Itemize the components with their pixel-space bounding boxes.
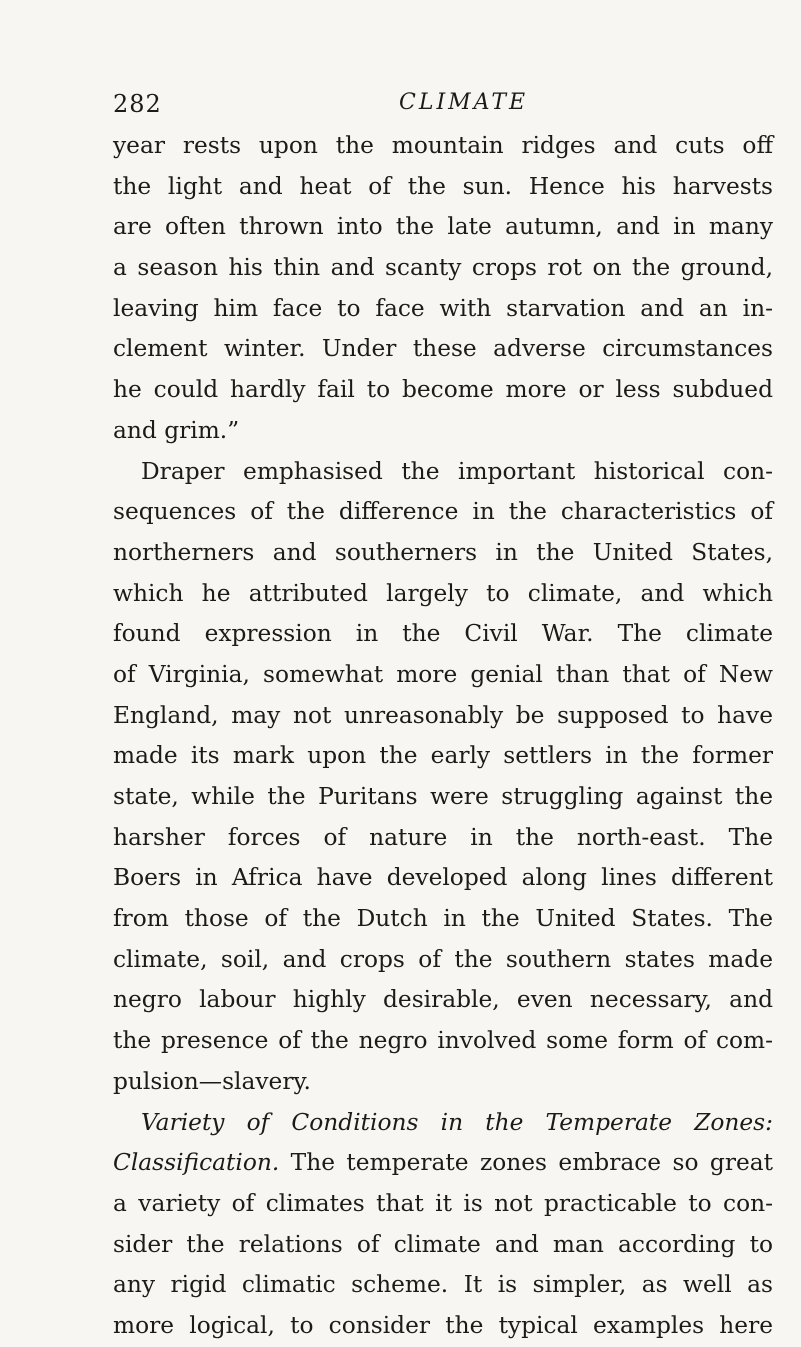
section-heading-continuation bbox=[113, 1143, 773, 1184]
text-line: sequences of the difference in the characteristics of bbox=[113, 498, 773, 526]
text-line: of Virginia, somewhat more genial than that of New bbox=[113, 660, 773, 688]
text-line: are often thrown into the late autumn, and in many bbox=[113, 213, 773, 241]
text-line: more logical, to consider the typical examples here bbox=[113, 1311, 773, 1339]
text-line: sider the relations of climate and man according to bbox=[113, 1230, 773, 1258]
page-number: 282 bbox=[113, 90, 162, 118]
text-line: from those of the Dutch in the United States. The bbox=[113, 905, 773, 933]
text-line: and grim.” bbox=[113, 416, 240, 444]
text-line: clement winter. Under these adverse circumstances bbox=[113, 335, 773, 363]
text-line: made its mark upon the early settlers in the former bbox=[113, 742, 773, 770]
text-line: a variety of climates that it is not practicable to con- bbox=[113, 1189, 773, 1217]
text-line: pulsion—slavery. bbox=[113, 1067, 311, 1095]
text-line: the presence of the negro involved some form of com- bbox=[113, 1027, 773, 1055]
section-text: The temperate zones embrace so great bbox=[279, 1149, 773, 1177]
text-line: state, while the Puritans were struggling against the bbox=[113, 783, 773, 810]
text-line: any rigid climatic scheme. It is simpler, as well as bbox=[113, 1271, 773, 1299]
text-line: England, may not unreasonably be supposed to have bbox=[113, 701, 773, 729]
section-heading: Variety of Conditions in the Temperate Zones: bbox=[141, 1108, 773, 1136]
running-title: CLIMATE bbox=[399, 90, 529, 115]
text-line: Boers in Africa have developed along lines different bbox=[113, 864, 773, 892]
text-line: year rests upon the mountain ridges and cuts off bbox=[113, 132, 773, 159]
text-line: found expression in the Civil War. The climate bbox=[113, 620, 773, 648]
text-line: a season his thin and scanty crops rot on the ground, bbox=[113, 254, 773, 282]
paragraph-start-line: Draper emphasised the important historical con- bbox=[141, 457, 773, 485]
text-line: which he attributed largely to climate, and which bbox=[113, 579, 773, 607]
text-line: climate, soil, and crops of the southern states made bbox=[113, 945, 773, 973]
text-line: he could hardly fail to become more or less subdued bbox=[113, 376, 773, 404]
page-header bbox=[113, 90, 761, 126]
text-line: leaving him face to face with starvation and an in- bbox=[113, 294, 773, 322]
text-line: harsher forces of nature in the north-east. The bbox=[113, 823, 773, 851]
text-line: the light and heat of the sun. Hence his harvests bbox=[113, 172, 773, 200]
body-text bbox=[113, 126, 773, 1347]
text-line: negro labour highly desirable, even necessary, and bbox=[113, 986, 773, 1014]
text-line: northerners and southerners in the United States, bbox=[113, 538, 773, 566]
section-heading-end: Classification. bbox=[113, 1149, 280, 1177]
